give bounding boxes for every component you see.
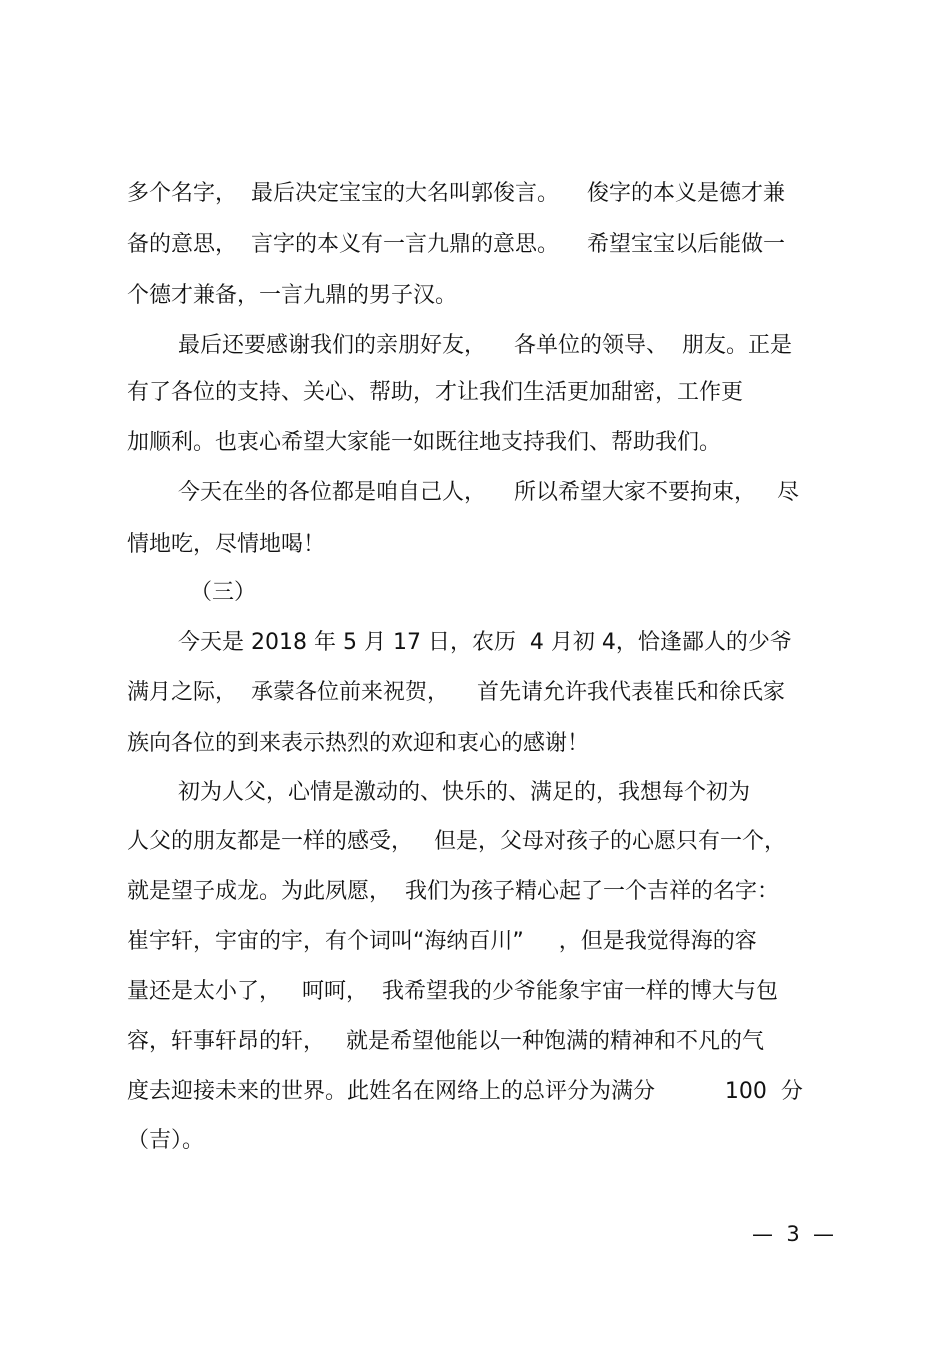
paragraph-line: 量还是太小了， 呵呵， 我希望我的少爷能象宇宙一样的博大与包	[127, 979, 778, 1004]
paragraph-line: 度去迎接未来的世界。此姓名在网络上的总评分为满分 100 分	[127, 1079, 803, 1104]
paragraph-line: 加顺利。也衷心希望大家能一如既往地支持我们、帮助我们。	[127, 430, 722, 455]
paragraph-line: 备的意思， 言字的本义有一言九鼎的意思。 希望宝宝以后能做一	[127, 232, 785, 257]
paragraph-line: 容，轩事轩昂的轩， 就是希望他能以一种饱满的精神和不凡的气	[127, 1029, 764, 1054]
paragraph-line: 最后还要感谢我们的亲朋好友， 各单位的领导、 朋友。正是	[178, 333, 792, 358]
paragraph-line: 今天是 2018 年 5 月 17 日，农历 4 月初 4，恰逢鄙人的少爷	[178, 630, 792, 655]
paragraph-line: 个德才兼备，一言九鼎的男子汉。	[127, 283, 458, 308]
paragraph-line: 多个名字， 最后决定宝宝的大名叫郭俊言。 俊字的本义是德才兼	[127, 181, 785, 206]
paragraph-line: 就是望子成龙。为此夙愿， 我们为孩子精心起了一个吉祥的名字：	[127, 879, 779, 904]
paragraph-line: 族向各位的到来表示热烈的欢迎和衷心的感谢！	[127, 731, 590, 756]
paragraph-line: 人父的朋友都是一样的感受， 但是，父母对孩子的心愿只有一个，	[127, 829, 786, 854]
paragraph-line: （吉）。	[127, 1128, 205, 1153]
section-heading: （三）	[190, 580, 257, 605]
paragraph-line: 情地吃，尽情地喝！	[127, 532, 326, 557]
paragraph-line: 崔宇轩，宇宙的宇，有个词叫“海纳百川” ，但是我觉得海的容	[127, 929, 757, 954]
paragraph-line: 有了各位的支持、关心、帮助，才让我们生活更加甜密，工作更	[127, 380, 744, 405]
paragraph-line: 今天在坐的各位都是咱自己人， 所以希望大家不要拘束， 尽	[178, 480, 799, 505]
paragraph-line: 初为人父，心情是激动的、快乐的、满足的，我想每个初为	[178, 780, 751, 805]
page-number: — 3 —	[752, 1222, 835, 1246]
paragraph-line: 满月之际， 承蒙各位前来祝贺， 首先请允许我代表崔氏和徐氏家	[127, 680, 785, 705]
